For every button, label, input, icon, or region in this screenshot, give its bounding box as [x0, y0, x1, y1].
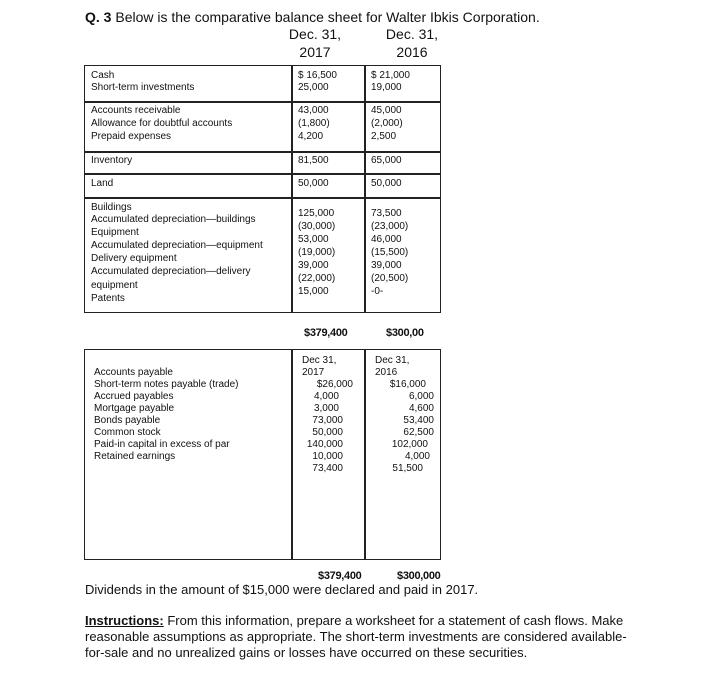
asset-2017-acc-dep-delivery: (22,000) [298, 273, 336, 284]
asset-2017-allowance: (1,800) [298, 118, 330, 129]
assets-total-2016: $300,00 [386, 327, 424, 339]
asset-2016-cash: $ 21,000 [371, 70, 410, 81]
asset-2016-acc-dep-equipment: (15,500) [371, 247, 409, 258]
liab-header-2016-line1: Dec 31, [375, 355, 410, 366]
liab-label-accounts-payable: Accounts payable [94, 367, 173, 378]
liab-total-2016: $300,000 [397, 570, 441, 582]
asset-2016-acc-dep-buildings: (23,000) [371, 221, 409, 232]
asset-2016-equipment: 46,000 [371, 234, 402, 245]
liab-2016-short-term-notes: 6,000 [408, 391, 434, 402]
asset-2016-inventory: 65,000 [371, 155, 402, 166]
asset-label-buildings: Buildings [91, 202, 132, 213]
asset-2017-land: 50,000 [298, 178, 329, 189]
liab-divider-1 [291, 349, 293, 560]
asset-label-acc-dep-buildings: Accumulated depreciation—buildings [91, 214, 256, 225]
asset-2016-acc-dep-delivery: (20,500) [371, 273, 409, 284]
asset-2016-allowance: (2,000) [371, 118, 403, 129]
liab-2017-common-stock: 140,000 [306, 439, 343, 450]
liab-2017-accrued-payables: 3,000 [313, 403, 339, 414]
liab-divider-2 [364, 349, 366, 560]
asset-2016-patents: -0- [371, 286, 384, 297]
liab-label-retained-earnings: Retained earnings [94, 451, 176, 462]
liab-label-mortgage-payable: Mortgage payable [94, 403, 175, 414]
liab-2017-short-term-notes: 4,000 [313, 391, 339, 402]
liab-label-common-stock: Common stock [94, 427, 161, 438]
liab-2017-retained-earnings: 73,400 [312, 463, 343, 474]
header-2017: Dec. 31, 2017 [288, 26, 342, 60]
asset-2017-prepaid: 4,200 [298, 131, 324, 142]
asset-2017-patents: 15,000 [298, 286, 329, 297]
liab-2016-common-stock: 102,000 [391, 439, 428, 450]
asset-label-allowance: Allowance for doubtful accounts [91, 118, 233, 129]
liab-2017-accounts-payable: $26,000 [316, 379, 353, 390]
asset-2016-sti: 19,000 [371, 82, 402, 93]
liab-2016-accounts-payable: $16,000 [389, 379, 426, 390]
liab-total-2017: $379,400 [318, 570, 362, 582]
liab-2016-accrued-payables: 4,600 [408, 403, 434, 414]
liab-label-short-term-notes: Short-term notes payable (trade) [94, 379, 239, 390]
liab-2016-retained-earnings: 51,500 [392, 463, 423, 474]
liab-2017-paid-in-capital: 10,000 [312, 451, 343, 462]
dividends-note: Dividends in the amount of $15,000 were declared and paid in 2017. [85, 582, 479, 597]
liab-label-accrued-payables: Accrued payables [94, 391, 174, 402]
assets-row-sep-1 [84, 101, 441, 103]
asset-2017-inventory: 81,500 [298, 155, 329, 166]
asset-2016-ar: 45,000 [371, 105, 402, 116]
liab-header-2016-line2: 2016 [375, 367, 398, 378]
asset-label-sti: Short-term investments [91, 82, 195, 93]
liab-header-2017-line2: 2017 [302, 367, 325, 378]
instructions-label: Instructions: [85, 613, 164, 628]
asset-2017-ar: 43,000 [298, 105, 329, 116]
question-text: Below is the comparative balance sheet for Walter Ibkis Corporation. [115, 9, 540, 25]
asset-2016-buildings: 73,500 [371, 208, 402, 219]
asset-label-prepaid: Prepaid expenses [91, 131, 172, 142]
asset-label-inventory: Inventory [91, 155, 133, 166]
asset-2016-land: 50,000 [371, 178, 402, 189]
liab-2016-mortgage-payable: 53,400 [403, 415, 434, 426]
asset-2017-acc-dep-equipment: (19,000) [298, 247, 336, 258]
asset-2017-delivery-equipment: 39,000 [298, 260, 329, 271]
asset-label-acc-dep-delivery: Accumulated depreciation—delivery [91, 266, 251, 277]
asset-label-ar: Accounts receivable [91, 105, 181, 116]
asset-label-acc-dep-equipment: Accumulated depreciation—equipment [91, 240, 263, 251]
liab-2017-bonds-payable: 50,000 [312, 427, 343, 438]
liab-header-2017-line1: Dec 31, [302, 355, 337, 366]
asset-2017-buildings: 125,000 [298, 208, 335, 219]
asset-label-cash: Cash [91, 70, 115, 81]
liab-2016-paid-in-capital: 4,000 [404, 451, 430, 462]
instructions-text: From this information, prepare a worksheet for a statement of cash flows. Make reasonable assumptions as appropriate. The short-term investments are considered available-for-sale and no unrealized gains or losses have occurred on these securities. [85, 613, 627, 660]
asset-label-equipment: Equipment [91, 227, 139, 238]
asset-2017-equipment: 53,000 [298, 234, 329, 245]
liab-label-paid-in-capital: Paid-in capital in excess of par [94, 439, 230, 450]
question-number: Q. 3 [85, 9, 112, 25]
header-2016: Dec. 31, 2016 [385, 26, 439, 60]
liab-2016-bonds-payable: 62,500 [403, 427, 434, 438]
asset-label-acc-dep-delivery-cont: equipment [91, 280, 138, 291]
asset-2017-cash: $ 16,500 [298, 70, 337, 81]
asset-label-land: Land [91, 178, 114, 189]
asset-2016-prepaid: 2,500 [371, 131, 397, 142]
assets-total-2017: $379,400 [304, 327, 348, 339]
asset-2017-acc-dep-buildings: (30,000) [298, 221, 336, 232]
assets-row-sep-3 [84, 173, 441, 175]
question-title [85, 9, 540, 25]
assets-row-sep-4 [84, 197, 441, 199]
instructions-paragraph [85, 613, 645, 661]
asset-2016-delivery-equipment: 39,000 [371, 260, 402, 271]
asset-label-patents: Patents [91, 293, 125, 304]
asset-2017-sti: 25,000 [298, 82, 329, 93]
liab-2017-mortgage-payable: 73,000 [312, 415, 343, 426]
asset-label-delivery-equipment: Delivery equipment [91, 253, 177, 264]
assets-row-sep-2 [84, 151, 441, 153]
liab-label-bonds-payable: Bonds payable [94, 415, 161, 426]
